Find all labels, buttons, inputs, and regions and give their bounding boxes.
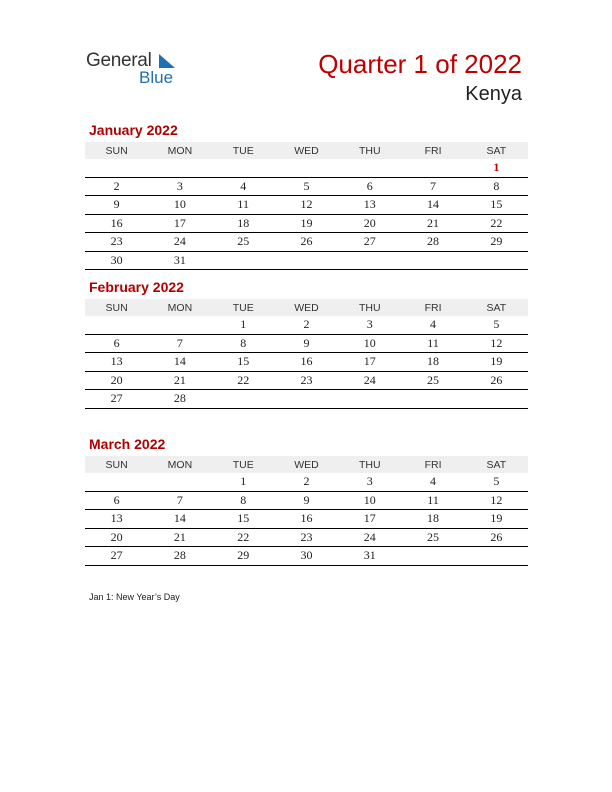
day-cell [338, 390, 401, 409]
day-cell [85, 473, 148, 491]
day-cell: 20 [338, 214, 401, 233]
day-cell: 16 [275, 353, 338, 372]
day-cell: 22 [212, 528, 275, 547]
day-cell: 25 [401, 528, 464, 547]
day-cell: 20 [85, 371, 148, 390]
day-cell: 12 [465, 491, 528, 510]
weekday-label: SAT [465, 456, 528, 473]
day-cell [275, 159, 338, 177]
day-cell: 1 [212, 473, 275, 491]
week-row [85, 316, 528, 334]
weekday-label: WED [275, 142, 338, 159]
day-cell: 19 [465, 510, 528, 529]
day-cell [148, 159, 211, 177]
day-cell: 12 [275, 196, 338, 215]
day-cell: 23 [85, 233, 148, 252]
day-cell: 4 [212, 177, 275, 196]
day-cell: 23 [275, 528, 338, 547]
month-title: February 2022 [89, 279, 184, 295]
day-cell: 28 [148, 390, 211, 409]
week-row [85, 214, 528, 233]
day-cell: 2 [85, 177, 148, 196]
day-cell: 22 [465, 214, 528, 233]
weekday-label: THU [338, 456, 401, 473]
day-cell: 28 [401, 233, 464, 252]
logo-word-general: General [86, 50, 152, 71]
weekday-header-row [85, 142, 528, 159]
page-title: Quarter 1 of 2022 [318, 49, 522, 79]
weekday-label: THU [338, 299, 401, 316]
month-title: March 2022 [89, 436, 166, 452]
day-cell: 15 [212, 510, 275, 529]
week-row [85, 233, 528, 252]
day-cell: 24 [338, 371, 401, 390]
day-cell: 13 [85, 353, 148, 372]
weekday-label: MON [148, 142, 211, 159]
week-row [85, 371, 528, 390]
holiday-footnote: Jan 1: New Year’s Day [89, 592, 180, 602]
day-cell [148, 473, 211, 491]
day-cell: 28 [148, 547, 211, 566]
day-cell: 19 [465, 353, 528, 372]
day-cell [85, 159, 148, 177]
day-cell: 20 [85, 528, 148, 547]
day-cell: 23 [275, 371, 338, 390]
day-cell: 30 [85, 251, 148, 270]
week-row [85, 547, 528, 566]
day-cell: 8 [212, 491, 275, 510]
country-name: Kenya [465, 83, 522, 105]
day-cell: 29 [465, 233, 528, 252]
day-cell [465, 251, 528, 270]
day-cell [401, 251, 464, 270]
day-cell: 25 [401, 371, 464, 390]
day-cell [465, 547, 528, 566]
day-cell: 27 [85, 547, 148, 566]
weekday-label: FRI [401, 299, 464, 316]
day-cell: 26 [465, 528, 528, 547]
day-cell: 6 [338, 177, 401, 196]
day-cell: 17 [338, 353, 401, 372]
day-cell [401, 159, 464, 177]
week-row [85, 510, 528, 529]
day-cell: 1 [212, 316, 275, 334]
day-cell: 21 [148, 528, 211, 547]
day-cell: 14 [148, 353, 211, 372]
day-cell: 24 [148, 233, 211, 252]
week-row [85, 473, 528, 491]
day-cell: 11 [401, 334, 464, 353]
day-cell: 7 [148, 491, 211, 510]
day-cell: 10 [338, 491, 401, 510]
day-cell: 11 [401, 491, 464, 510]
day-cell: 15 [212, 353, 275, 372]
day-cell: 2 [275, 473, 338, 491]
day-cell: 4 [401, 473, 464, 491]
month-february [85, 279, 528, 409]
weekday-label: MON [148, 456, 211, 473]
day-cell [212, 390, 275, 409]
day-cell: 18 [212, 214, 275, 233]
day-cell: 15 [465, 196, 528, 215]
month-january [85, 122, 528, 270]
day-cell: 9 [275, 491, 338, 510]
day-cell: 16 [275, 510, 338, 529]
week-row [85, 177, 528, 196]
day-cell: 11 [212, 196, 275, 215]
weekday-label: FRI [401, 456, 464, 473]
day-cell [212, 159, 275, 177]
day-cell: 7 [401, 177, 464, 196]
day-cell: 12 [465, 334, 528, 353]
week-row [85, 196, 528, 215]
day-cell: 17 [338, 510, 401, 529]
day-cell [148, 316, 211, 334]
day-cell: 24 [338, 528, 401, 547]
weekday-label: MON [148, 299, 211, 316]
generalblue-logo [86, 50, 186, 90]
weekday-label: SUN [85, 456, 148, 473]
day-cell [338, 159, 401, 177]
day-cell: 18 [401, 510, 464, 529]
weekday-label: WED [275, 299, 338, 316]
weekday-label: TUE [212, 142, 275, 159]
month-grid [85, 299, 528, 409]
day-cell: 19 [275, 214, 338, 233]
week-row [85, 159, 528, 177]
day-cell: 16 [85, 214, 148, 233]
day-cell [85, 316, 148, 334]
weekday-label: TUE [212, 299, 275, 316]
day-cell: 17 [148, 214, 211, 233]
day-cell [401, 547, 464, 566]
day-cell: 31 [148, 251, 211, 270]
month-march [85, 436, 528, 566]
day-cell: 14 [401, 196, 464, 215]
week-row [85, 528, 528, 547]
day-cell [338, 251, 401, 270]
day-cell: 5 [465, 316, 528, 334]
day-cell: 3 [148, 177, 211, 196]
day-cell: 10 [148, 196, 211, 215]
day-cell: 7 [148, 334, 211, 353]
day-cell: 14 [148, 510, 211, 529]
day-cell: 21 [401, 214, 464, 233]
day-cell: 8 [212, 334, 275, 353]
day-cell: 27 [338, 233, 401, 252]
day-cell: 9 [85, 196, 148, 215]
day-cell: 6 [85, 334, 148, 353]
weekday-label: FRI [401, 142, 464, 159]
day-cell [465, 390, 528, 409]
weekday-header-row [85, 299, 528, 316]
day-cell: 10 [338, 334, 401, 353]
day-cell: 5 [465, 473, 528, 491]
week-row [85, 390, 528, 409]
day-cell: 6 [85, 491, 148, 510]
day-cell: 26 [465, 371, 528, 390]
day-cell: 22 [212, 371, 275, 390]
weekday-label: TUE [212, 456, 275, 473]
day-cell: 31 [338, 547, 401, 566]
day-cell: 13 [338, 196, 401, 215]
day-cell: 25 [212, 233, 275, 252]
day-cell [212, 251, 275, 270]
month-title: January 2022 [89, 122, 178, 138]
weekday-header-row [85, 456, 528, 473]
day-cell [401, 390, 464, 409]
day-cell [275, 251, 338, 270]
week-row [85, 334, 528, 353]
week-row [85, 491, 528, 510]
week-row [85, 353, 528, 372]
day-cell: 2 [275, 316, 338, 334]
month-grid [85, 142, 528, 270]
weekday-label: SUN [85, 299, 148, 316]
day-cell: 13 [85, 510, 148, 529]
day-cell: 18 [401, 353, 464, 372]
day-cell: 9 [275, 334, 338, 353]
month-grid [85, 456, 528, 566]
day-cell: 8 [465, 177, 528, 196]
weekday-label: SAT [465, 142, 528, 159]
day-cell: 3 [338, 473, 401, 491]
week-row [85, 251, 528, 270]
day-cell: 27 [85, 390, 148, 409]
weekday-label: WED [275, 456, 338, 473]
day-cell: 1 [465, 159, 528, 177]
day-cell: 5 [275, 177, 338, 196]
weekday-label: THU [338, 142, 401, 159]
day-cell: 4 [401, 316, 464, 334]
day-cell [275, 390, 338, 409]
logo-word-blue: Blue [139, 68, 174, 87]
day-cell: 3 [338, 316, 401, 334]
weekday-label: SUN [85, 142, 148, 159]
weekday-label: SAT [465, 299, 528, 316]
day-cell: 21 [148, 371, 211, 390]
day-cell: 30 [275, 547, 338, 566]
day-cell: 29 [212, 547, 275, 566]
day-cell: 26 [275, 233, 338, 252]
logo-flag-icon [159, 54, 175, 68]
